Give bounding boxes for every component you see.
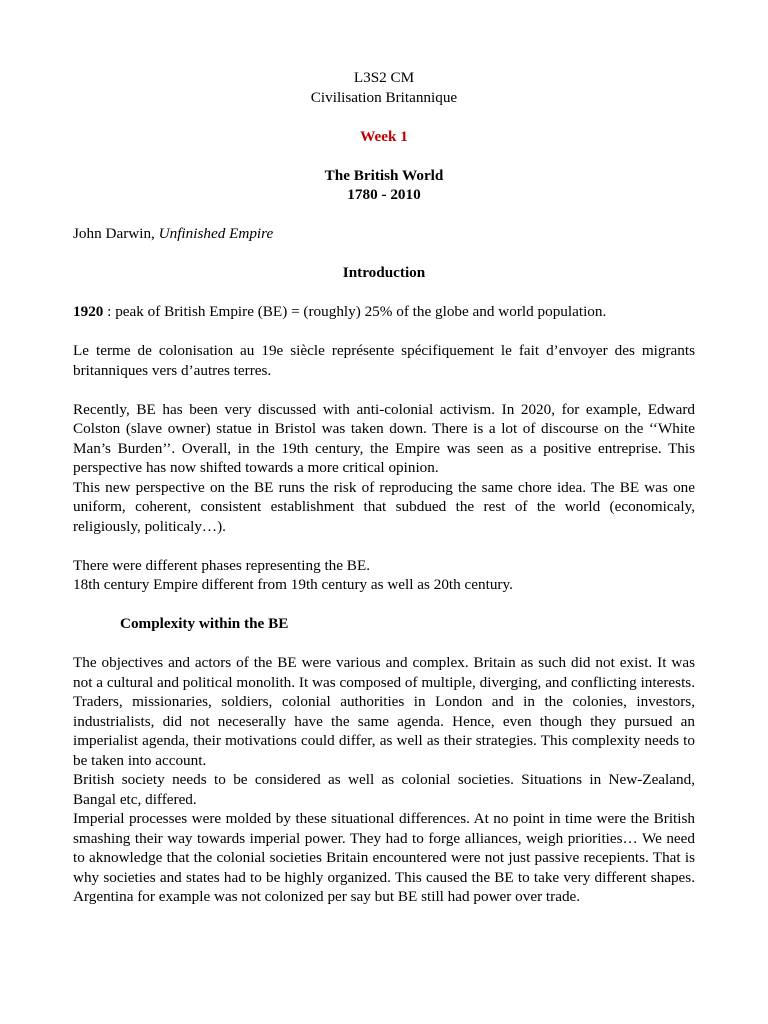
peak-year: 1920 (73, 303, 104, 320)
centuries-paragraph: 18th century Empire different from 19th century as well as 20th century. (73, 576, 513, 593)
topic-title: The British World (324, 166, 444, 184)
peak-text: : peak of British Empire (BE) = (roughly) 25% of the globe and world population. (103, 303, 607, 320)
course-title: Civilisation Britannique (310, 88, 458, 106)
imperial-paragraph: Imperial processes were molded by these situational differences. At no point in time were the British smashing their way towards imperial power. They had to forge alliances, weigh priorities… We need to aknowledge that the colonial societies Britain encountered were not just passive recepients. That is why societies and states had to be highly organized. This caused the BE to take very different shapes. Argentina for example was not colonized per say but BE still had power over trade. (73, 810, 695, 905)
introduction-heading: Introduction (342, 264, 426, 281)
reference-author: John Darwin, (73, 225, 159, 242)
complexity-heading: Complexity within the BE (120, 615, 289, 632)
perspective-paragraph: This new perspective on the BE runs the risk of reproducing the same chore idea. The BE was one uniform, coherent, consistent establishment that subdued the rest of the world (economicaly, religiously, politicaly…). (73, 478, 695, 535)
reference-book: Unfinished Empire (158, 225, 274, 242)
recently-paragraph: Recently, BE has been very discussed with anti-colonial activism. In 2020, for example, Edward Colston (slave owner) statue in Bristol was taken down. There is a lot of discourse on the ‘‘White Man’s Burden’’. Overall, in the 19th century, the Empire was seen as a positive entreprise. This perspective has now shifted towards a more critical opinion. (73, 400, 695, 476)
week-label: Week 1 (360, 127, 408, 145)
objectives-paragraph: The objectives and actors of the BE were various and complex. Britain as such did not exist. It was not a cultural and political monolith. It was composed of multiple, diverging, and conflicting interests. Traders, missionaries, soldiers, colonial authorities in London and in the colonies, investors, industrialists, did not neceserally have the same agenda. Hence, even though they pursued an imperialist agenda, their motivations could differ, as well as their strategies. This complexity needs to be taken into account. (73, 654, 695, 769)
course-code: L3S2 CM (353, 69, 415, 86)
reference-line (73, 224, 695, 244)
colonisation-paragraph: Le terme de colonisation au 19e siècle représente spécifiquement le fait d’envoyer des migrants britanniques vers d’autres terres. (73, 342, 695, 379)
society-paragraph: British society needs to be considered as well as colonial societies. Situations in New-Zealand, Bangal etc, differed. (73, 771, 695, 808)
peak-paragraph (73, 302, 695, 322)
phases-paragraph: There were different phases representing the BE. (73, 556, 371, 574)
period-range: 1780 - 2010 (347, 186, 421, 203)
